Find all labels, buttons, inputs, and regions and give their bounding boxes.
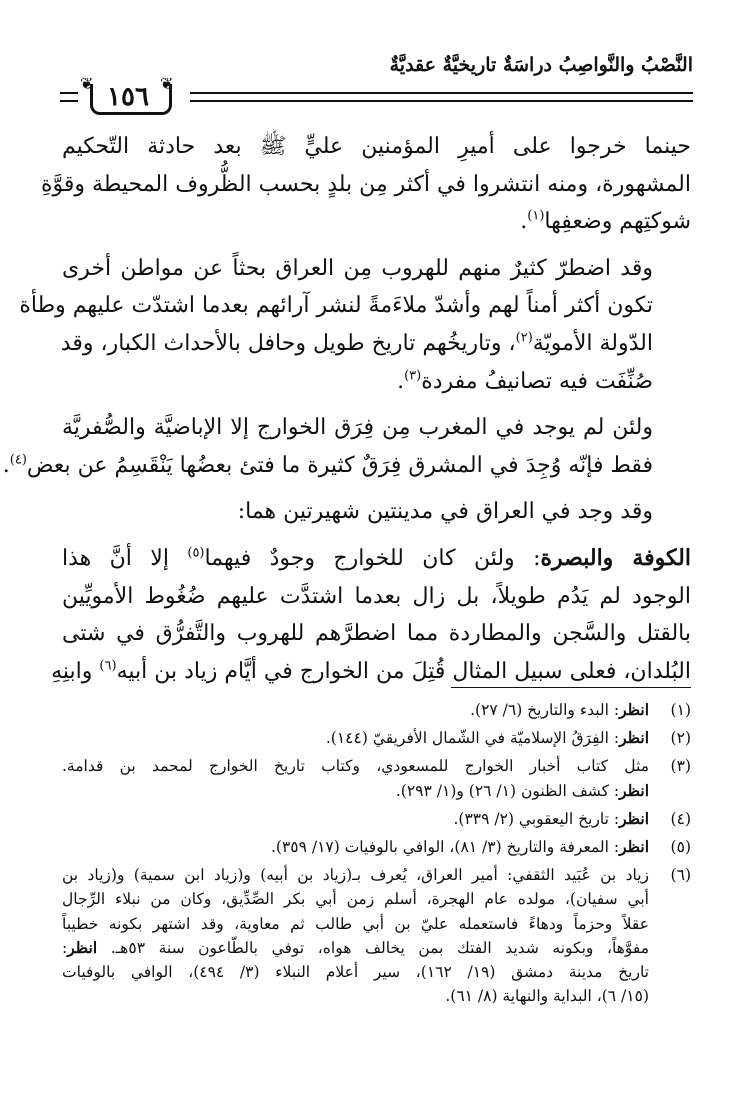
footnote-ref[interactable]: (٦)	[99, 658, 117, 674]
footnote-ref[interactable]: (٤)	[9, 452, 27, 468]
text-line: ولئن لم يوجد في المغرب مِن فِرَق الخوارج إلا الإباضيَّة والصُّفريَّة	[62, 415, 653, 441]
footnote-ref[interactable]: (١)	[527, 208, 545, 224]
footnote-line	[62, 726, 649, 750]
text-segment: البُلدان، فعلى سبيل المثال قُتِلَ من الخوارج في أيَّام زياد بن أبيه	[116, 658, 691, 684]
footnote-label: انظر	[619, 780, 649, 800]
footnote-line	[62, 835, 649, 859]
footnote-ref[interactable]: (٥)	[187, 545, 205, 561]
text-line	[62, 540, 691, 578]
footnote-line: مفوَّهاً، وبكونه شديد الفتك بمن يخالف هواه، توفي بالطّاعون سنة ٥٣هـ. انظر:	[62, 937, 649, 957]
ornament-icon: ❦	[160, 74, 174, 93]
footnote-line	[62, 698, 649, 722]
text-segment: .	[520, 209, 528, 235]
footnote-item	[62, 835, 691, 859]
header-rule	[190, 92, 693, 102]
footnote-text: : تاريخ اليعقوبي (٢/ ٣٣٩).	[453, 809, 620, 828]
footnote-text: : الفِرَقُ الإسلاميّة في الشّمال الأفريقيّ (١٤٤).	[325, 729, 620, 748]
text-segment: إلا أنَّ هذا	[62, 545, 188, 571]
paragraph-4	[62, 493, 691, 531]
header-rule-left	[60, 92, 78, 102]
footnote-text: مفوَّهاً، وبكونه شديد الفتك بمن يخالف هواه، توفي بالطّاعون سنة ٥٣هـ.	[110, 938, 649, 957]
footnote-ref[interactable]: (٢)	[515, 330, 533, 346]
footnote-line: تاريخ مدينة دمشق (١٩/ ١٦٢)، سير أعلام النبلاء (٣/ ٤٩٤)، الوافي بالوفيات	[62, 963, 649, 982]
footnote-item	[62, 698, 691, 722]
footnotes	[62, 698, 691, 1012]
footnote-item	[62, 754, 691, 802]
text-segment: شوكتِهم وضعفِها	[544, 209, 691, 235]
page-number: ١٥٦	[107, 82, 149, 112]
paragraph-3	[2, 409, 691, 484]
body-text	[2, 128, 692, 699]
page-header	[60, 48, 693, 126]
footnote-line	[62, 807, 649, 831]
paragraph-5	[51, 540, 692, 690]
footnote-label: انظر	[619, 808, 649, 828]
paragraph-2	[19, 250, 691, 400]
footnote-line: (١٥/ ٦)، البداية والنهاية (٨/ ٦١).	[445, 987, 649, 1006]
text-segment: : ولئن كان للخوارج وجودٌ فيهما	[204, 545, 541, 571]
text-line: الوجود لم يَدُم طويلاً، بل زال بعدما اشتدَّت عليهم ضُغُوط الأمويِّين	[62, 583, 692, 609]
footnote-item	[62, 807, 691, 831]
text-line: بالقتل والسَّجن والمطاردة مما اضطرَّهم للهروب والتَّفرُّق في شتى	[62, 621, 691, 647]
footnote-item	[62, 863, 691, 1008]
footnote-number: (٥)	[670, 838, 691, 857]
footnote-separator	[451, 687, 691, 688]
footnote-ref[interactable]: (٣)	[404, 368, 422, 384]
footnote-number: (٤)	[670, 809, 691, 828]
footnote-text: : كشف الظنون (١/ ٢٦) و(١/ ٢٩٣).	[395, 781, 620, 800]
footnote-line: مثل كتاب أخبار الخوارج للمسعودي، وكتاب تاريخ الخوارج لمحمد بن قدامة.	[62, 757, 649, 776]
text-line	[62, 325, 691, 363]
text-segment: وابنِهِ	[51, 658, 100, 684]
ornament-icon: ❦	[80, 74, 94, 93]
footnote-item	[62, 726, 691, 750]
page-number-box	[78, 74, 178, 118]
text-line: حينما خرجوا على أميرِ المؤمنين عليٍّ ﷺ بعد حادثة التّحكيم	[62, 134, 691, 159]
text-line: وقد وجد في العراق في مدينتين شهيرتين هما:	[237, 499, 653, 525]
footnote-number: (٦)	[670, 866, 691, 885]
text-segment: ، وتاريخُهم تاريخ طويل وحافل بالأحداث الكبار، وقد	[60, 330, 516, 356]
footnote-number: (٢)	[670, 729, 691, 748]
text-segment: صُنِّفَت فيه تصانيفُ مفردة	[421, 368, 653, 394]
text-segment: الدّولة الأمويّة	[532, 330, 653, 356]
text-line	[62, 203, 691, 241]
footnote-line	[62, 779, 649, 803]
text-line	[51, 653, 691, 691]
running-title: النَّصْبُ والنَّواصِبُ دراسَةٌ تاريخيَّةٌ عقديَّةٌ	[389, 54, 693, 76]
footnote-label: انظر	[619, 728, 649, 748]
text-segment: فقط فإنّه وُجِدَ في المشرق فِرَقٌ كثيرة ما فتئ بعضُها يَنْقَسِمُ عن بعض	[26, 452, 653, 478]
footnote-number: (٣)	[670, 757, 691, 776]
footnote-text: : المعرفة والتاريخ (٣/ ٨١)، الوافي بالوفيات (١٧/ ٣٥٩).	[270, 838, 620, 857]
bold-term: الكوفة والبصرة	[540, 544, 691, 571]
footnote-label: انظر	[619, 700, 649, 719]
paragraph-1	[41, 128, 691, 241]
footnote-line: زياد بن عُبَيد الثقفي: أمير العراق، يُعرف بـ(زياد بن أبيه) و(زياد ابن سمية) و(زياد بن	[62, 866, 649, 885]
text-line: المشهورة، ومنه انتشروا في أكثر مِن بلدٍ بحسب الظُّروف المحيطة وقوَّةِ	[41, 171, 691, 197]
text-line	[2, 447, 691, 485]
footnote-label: انظر	[619, 837, 649, 857]
text-line: تكون أكثر أمناً لهم وأشدّ ملاءَمةً لنشر آرائهم بعدما اشتدّت عليهم وطأة	[19, 293, 653, 319]
footnote-line: عقلاً وحزماً ودهاءً فاستعمله عليّ بن أبي طالب ثم معاوية، وقد اشتهر بكونه خطيباً	[62, 914, 649, 933]
text-segment: .	[2, 452, 10, 478]
text-line: وقد اضطرّ كثيرٌ منهم للهروب مِن العراق بحثاً عن مواطن أخرى	[62, 255, 653, 281]
footnote-text: : البدء والتاريخ (٦/ ٢٧).	[470, 701, 620, 719]
text-segment: .	[397, 368, 405, 394]
footnote-line: أبي سفيان)، مولده عام الهجرة، أسلم زمن أبي بكر الصِّدِّيق، وكان من نبلاء الرِّجال	[62, 890, 649, 909]
footnote-label: انظر	[67, 937, 98, 957]
text-line	[62, 363, 691, 401]
footnote-number: (١)	[670, 701, 691, 719]
